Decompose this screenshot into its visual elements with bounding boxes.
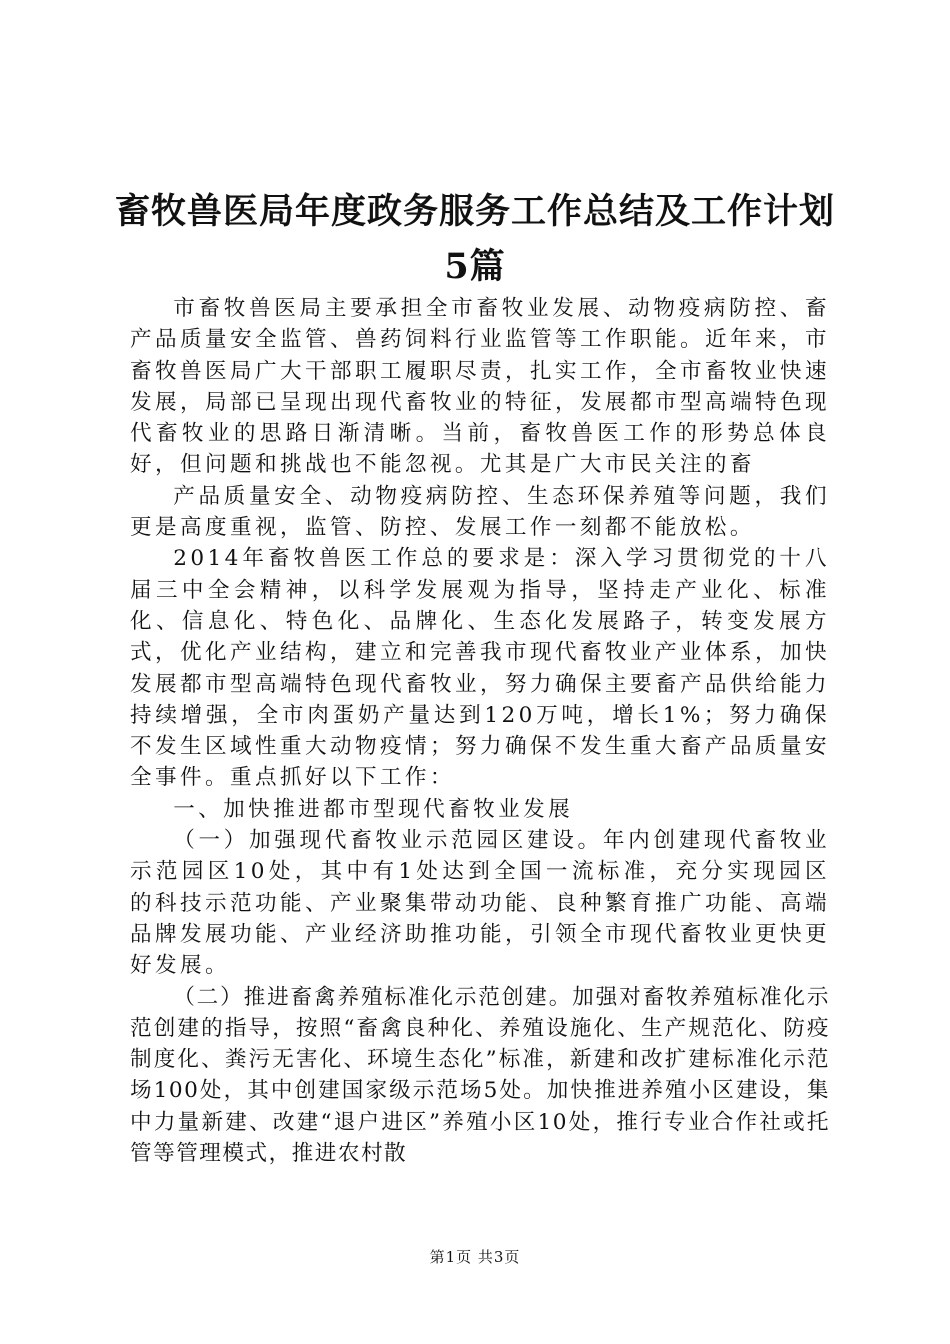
section-heading: 一、加快推进都市型现代畜牧业发展 (173, 796, 574, 822)
paragraph: （一）加强现代畜牧业示范园区建设。年内创建现代畜牧业示范园区10处，其中有1处达到全国一流标准，充分实现园区的科技示范功能、产业聚集带动功能、良种繁育推广功能、高端品牌发展功能、产业经济助推功能，引领全市现代畜牧业更快更好发展。 (130, 828, 830, 979)
document-title-continuation: 5篇 (444, 246, 506, 287)
paragraph: 2014年畜牧兽医工作总的要求是：深入学习贯彻党的十八届三中全会精神，以科学发展观为指导，坚持走产业化、标准化、信息化、特色化、品牌化、生态化发展路子，转变发展方式，优化产业结构，建立和完善我市现代畜牧业产业体系，加快发展都市型高端特色现代畜牧业，努力确保主要畜产品供给能力持续增强，全市肉蛋奶产量达到120万吨，增长1%；努力确保不发生区域性重大动物疫情；努力确保不发生重大畜产品质量安全事件。重点抓好以下工作： (130, 546, 830, 791)
document-body (130, 293, 830, 1169)
page-footer: 第1页 共3页 (429, 1248, 521, 1266)
document-title: 畜牧兽医局年度政务服务工作总结及工作计划 (114, 191, 835, 232)
paragraph: 市畜牧兽医局主要承担全市畜牧业发展、动物疫病防控、畜产品质量安全监管、兽药饲料行业监管等工作职能。近年来，市畜牧兽医局广大干部职工履职尽责，扎实工作，全市畜牧业快速发展，局部已呈现出现代畜牧业的特征，发展都市型高端特色现代畜牧业的思路日渐清晰。当前，畜牧兽医工作的形势总体良好，但问题和挑战也不能忽视。尤其是广大市民关注的畜 (130, 296, 830, 478)
paragraph: （二）推进畜禽养殖标准化示范创建。加强对畜牧养殖标准化示范创建的指导，按照“畜禽良种化、养殖设施化、生产规范化、防疫制度化、粪污无害化、环境生态化”标准，新建和改扩建标准化示范场100处，其中创建国家级示范场5处。加快推进养殖小区建设，集中力量新建、改建“退户进区”养殖小区10处，推行专业合作社或托管等管理模式，推进农村散 (130, 984, 830, 1167)
paragraph: 产品质量安全、动物疫病防控、生态环保养殖等问题，我们更是高度重视，监管、防控、发展工作一刻都不能放松。 (130, 483, 830, 541)
